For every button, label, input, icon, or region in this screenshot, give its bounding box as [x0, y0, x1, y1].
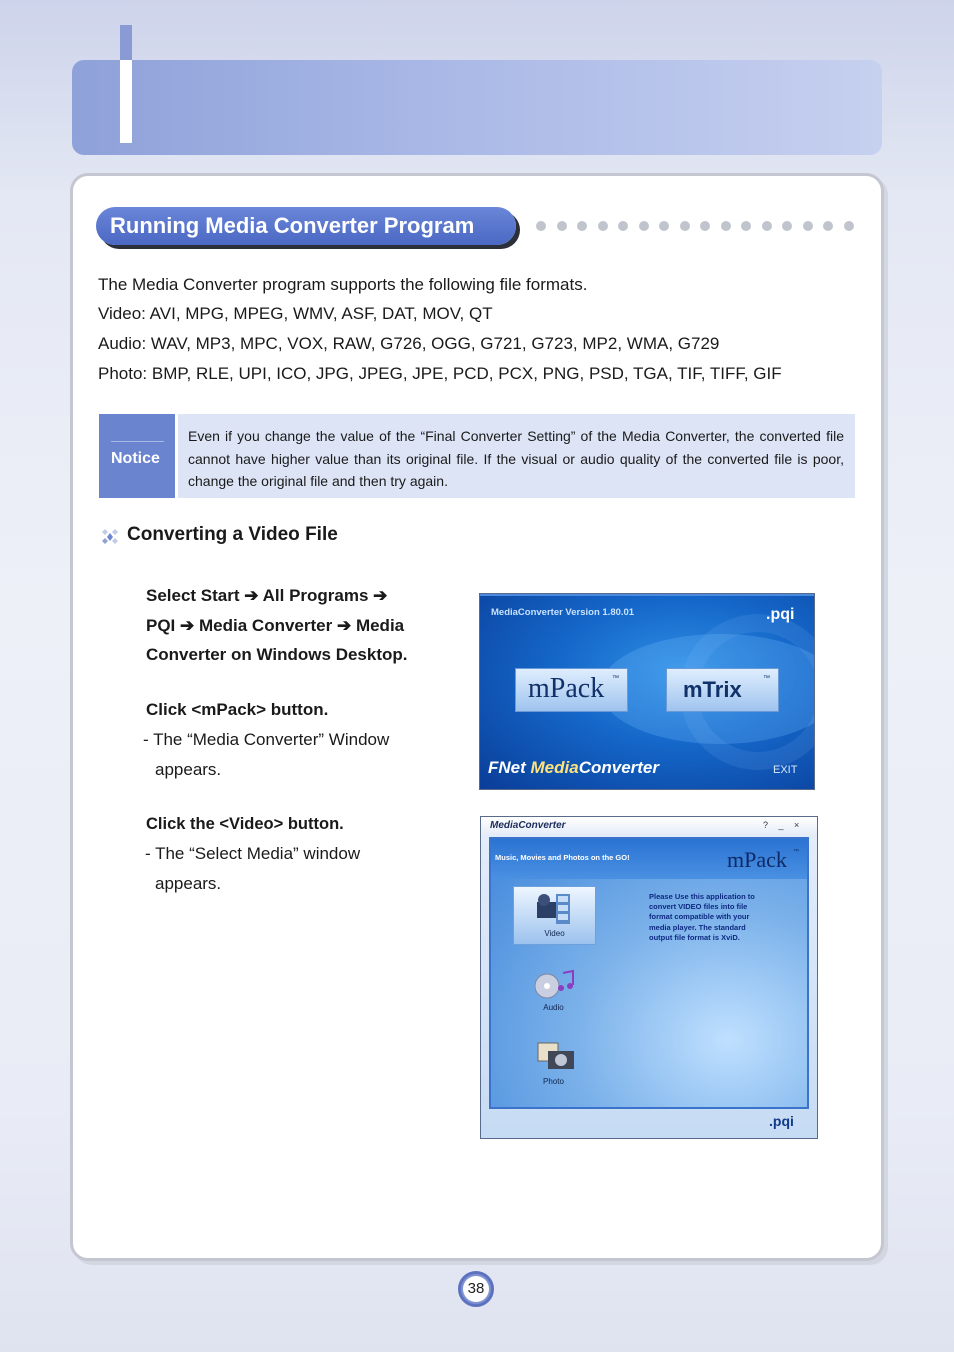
leader-dot: [536, 221, 546, 231]
step-2-note: - The “Media Converter” Window: [143, 730, 390, 749]
arrow-icon: ➔: [373, 586, 388, 605]
notice-label: Notice: [111, 441, 164, 468]
pqi-logo: .pqi: [766, 606, 795, 623]
step-1-line-2: PQI ➔ Media Converter ➔ Media: [146, 616, 405, 635]
step-3: Click the <Video> button.: [146, 815, 344, 833]
window-title: MediaConverter: [490, 820, 566, 831]
mpack-button[interactable]: mPack ™: [515, 668, 628, 712]
photo-button[interactable]: Photo: [513, 1041, 594, 1093]
help-text: Please Use this application to convert VIDEO files into file format compatible with your media player. The standard output file format is XviD.: [649, 892, 755, 942]
intro-line-audio: Audio: WAV, MP3, MPC, VOX, RAW, G726, OGG, G721, G723, MP2, WMA, G729: [98, 334, 720, 353]
window-controls[interactable]: ? _ ×: [763, 820, 804, 830]
mtrix-button[interactable]: mTrix ™: [666, 668, 779, 712]
exit-button[interactable]: EXIT: [773, 764, 798, 776]
leader-dot: [844, 221, 854, 231]
leader-dot: [659, 221, 669, 231]
media-panel: Music, Movies and Photos on the GO! mPack ™ Please Use this application to convert VIDEO files into file format compatible with your media player. The standard output file format is XviD. Video Audio Photo: [489, 837, 809, 1109]
notice-label-box: [99, 414, 175, 498]
video-button[interactable]: Video: [513, 886, 596, 945]
title-dot-leader: [530, 221, 860, 233]
arrow-icon: ➔: [180, 616, 195, 635]
header-banner: [72, 60, 882, 155]
step-2: Click <mPack> button.: [146, 700, 329, 719]
select-media-window-screenshot: [480, 816, 818, 1139]
tagline: Music, Movies and Photos on the GO!: [495, 853, 630, 862]
intro-line-photo: Photo: BMP, RLE, UPI, ICO, JPG, JPEG, JPE, PCD, PCX, PNG, PSD, TGA, TIF, TIFF, GIF: [98, 364, 782, 383]
step-3-note: - The “Select Media” window: [145, 844, 361, 863]
mpack-logo: mPack: [727, 847, 787, 872]
arrow-icon: ➔: [244, 586, 259, 605]
window-title-bar: [481, 817, 817, 835]
video-camera-icon: [536, 892, 572, 926]
leader-dot: [762, 221, 772, 231]
launcher-version: MediaConverter Version 1.80.01: [491, 607, 635, 618]
leader-dot: [700, 221, 710, 231]
intro-line-video: Video: AVI, MPG, MPEG, WMV, ASF, DAT, MOV, QT: [98, 304, 493, 323]
photo-camera-icon: [536, 1041, 576, 1073]
sub-heading: Converting a Video File: [127, 524, 338, 545]
cd-music-icon: [533, 969, 577, 999]
leader-dot: [639, 221, 649, 231]
leader-dot: [803, 221, 813, 231]
section-title: Running Media Converter Program: [96, 207, 516, 245]
leader-dot: [598, 221, 608, 231]
header-stripe-accent: [120, 25, 132, 60]
step-1-line-1: Select Start ➔ All Programs ➔: [146, 586, 388, 605]
diamond-bullet-icon: [99, 528, 121, 546]
pqi-logo: .pqi: [769, 1113, 794, 1129]
leader-dot: [577, 221, 587, 231]
audio-button[interactable]: Audio: [513, 969, 594, 1019]
arrow-icon: ➔: [336, 616, 352, 635]
fnet-mediaconverter-logo: FNet MediaConverter: [488, 758, 660, 777]
intro-line-formats: The Media Converter program supports the following file formats.: [98, 275, 588, 294]
media-converter-launcher-screenshot: [479, 593, 815, 790]
page-number: 38: [463, 1276, 489, 1302]
leader-dot: [680, 221, 690, 231]
step-3-note-cont: appears.: [155, 874, 222, 893]
page-number-badge: [458, 1271, 494, 1307]
leader-dot: [557, 221, 567, 231]
leader-dot: [618, 221, 628, 231]
notice-text: Even if you change the value of the “Final Converter Setting” of the Media Converter, the converted file cannot have higher value than its original file. If the visual or audio quality of the converted file is poor, change the original file and then try again.: [178, 414, 855, 498]
leader-dot: [782, 221, 792, 231]
leader-dot: [721, 221, 731, 231]
leader-dot: [823, 221, 833, 231]
leader-dot: [741, 221, 751, 231]
step-1-line-3: Converter on Windows Desktop.: [146, 645, 408, 664]
step-2-note-cont: appears.: [155, 760, 222, 779]
